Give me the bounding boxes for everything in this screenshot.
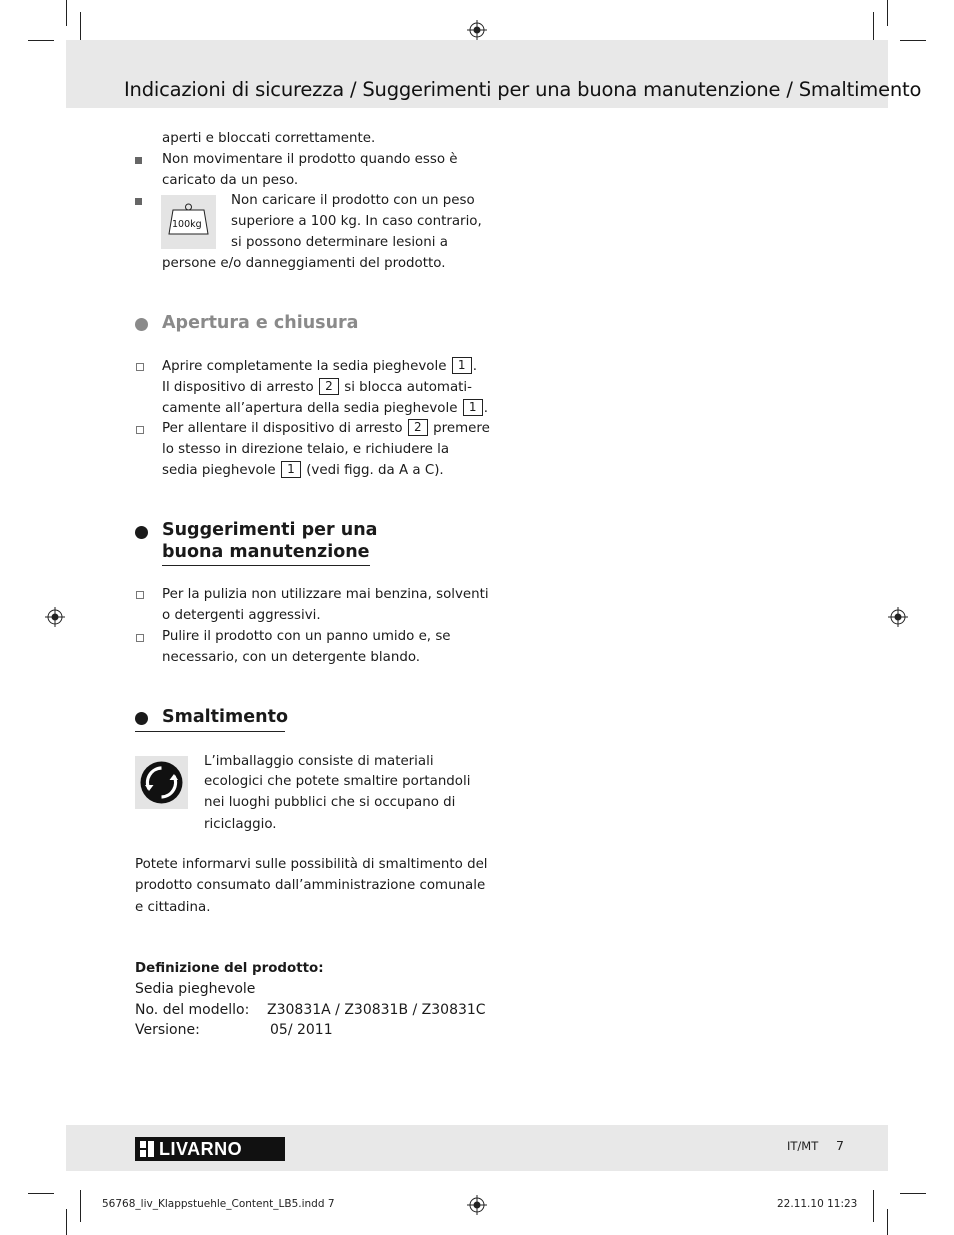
disposal-info-line-3: e cittadina. (135, 900, 211, 915)
crop-mark (28, 40, 54, 41)
opening-item-2-line-3: sedia pieghevole 1 (vedi figg. da A a C). (162, 462, 444, 478)
brand-mark-icon (140, 1141, 156, 1157)
registration-mark-icon (45, 607, 65, 627)
product-definition-heading: Definizione del prodotto: (135, 961, 324, 976)
version-value: 05/ 2011 (270, 1022, 333, 1038)
opening-item-1-line-2: Il dispositivo di arresto 2 si blocca automati- (162, 379, 472, 395)
section-heading-opening: Apertura e chiusura (162, 313, 359, 333)
green-dot-recycling-icon (135, 756, 188, 809)
safety-item-1-line-1: Non movimentare il prodotto quando esso è (162, 152, 458, 167)
safety-item-1-line-2: caricato da un peso. (162, 173, 299, 188)
version-label: Versione: (135, 1022, 200, 1038)
crop-mark (66, 0, 67, 26)
disposal-pack-line-1: L’imballaggio consiste di materiali (204, 754, 434, 769)
heading-underline (135, 731, 285, 732)
crop-mark (66, 1209, 67, 1235)
brand-logo (135, 1137, 285, 1161)
maintenance-item-1-line-2: o detergenti aggressivi. (162, 608, 321, 623)
safety-item-2-line-2: superiore a 100 kg. In caso contrario, (231, 214, 482, 229)
section-bullet-icon (135, 526, 148, 539)
page-number: 7 (836, 1138, 844, 1153)
list-bullet-icon (136, 591, 144, 599)
part-number-box: 2 (408, 419, 428, 436)
safety-item-2-line-3: si possono determinare lesioni a (231, 235, 448, 250)
page-title: Indicazioni di sicurezza / Suggerimenti per una buona manutenzione / Smaltimento (124, 78, 922, 101)
language-code: IT/MT (787, 1139, 819, 1153)
section-bullet-icon (135, 712, 148, 725)
disposal-info-line-1: Potete informarvi sulle possibilità di smaltimento del (135, 857, 488, 872)
safety-item-2-line-4: persone e/o danneggiamenti del prodotto. (162, 256, 446, 271)
list-bullet-icon (136, 426, 144, 434)
disposal-pack-line-4: riciclaggio. (204, 817, 277, 832)
disposal-pack-line-3: nei luoghi pubblici che si occupano di (204, 795, 456, 810)
model-value: Z30831A / Z30831B / Z30831C (267, 1002, 486, 1018)
maintenance-item-1-line-1: Per la pulizia non utilizzare mai benzina, solventi (162, 587, 489, 602)
slug-date-info: 22.11.10 11:23 (777, 1198, 858, 1210)
bullet-icon (135, 157, 142, 164)
safety-continued-line: aperti e bloccati correttamente. (162, 131, 376, 146)
section-heading-disposal: Smaltimento (162, 707, 288, 727)
section-heading-maintenance-line-1: Suggerimenti per una (162, 520, 378, 540)
brand-name: LIVARNO (159, 1139, 243, 1159)
crop-mark (28, 1193, 54, 1194)
registration-mark-icon (467, 20, 487, 40)
weight-limit-icon (161, 195, 216, 249)
part-number-box: 1 (463, 399, 483, 416)
crop-mark (900, 40, 926, 41)
maintenance-item-2-line-1: Pulire il prodotto con un panno umido e, se (162, 629, 451, 644)
crop-mark (900, 1193, 926, 1194)
crop-mark (887, 0, 888, 26)
list-bullet-icon (136, 363, 144, 371)
weight-label: 100kg (172, 219, 202, 230)
crop-mark (873, 1190, 874, 1222)
maintenance-item-2-line-2: necessario, con un detergente blando. (162, 650, 421, 665)
opening-item-2-line-1: Per allentare il dispositivo di arresto 2 premere (162, 420, 490, 436)
opening-item-1-line-3: camente all’apertura della sedia pieghevole 1 . (162, 400, 488, 416)
opening-item-2-line-2: lo stesso in direzione telaio, e richiudere la (162, 442, 450, 457)
registration-mark-icon (888, 607, 908, 627)
list-bullet-icon (136, 634, 144, 642)
safety-item-2-line-1: Non caricare il prodotto con un peso (231, 193, 475, 208)
opening-item-1-line-1: Aprire completamente la sedia pieghevole 1 . (162, 358, 477, 374)
heading-underline (162, 565, 370, 566)
part-number-box: 2 (319, 378, 339, 395)
slug-file-info: 56768_liv_Klappstuehle_Content_LB5.indd 7 (102, 1198, 335, 1210)
model-label: No. del modello: (135, 1002, 250, 1018)
registration-mark-icon (467, 1195, 487, 1215)
disposal-pack-line-2: ecologici che potete smaltire portandoli (204, 774, 471, 789)
section-bullet-icon (135, 318, 148, 331)
section-heading-maintenance-line-2: buona manutenzione (162, 542, 370, 562)
crop-mark (887, 1209, 888, 1235)
part-number-box: 1 (281, 461, 301, 478)
disposal-info-line-2: prodotto consumato dall’amministrazione comunale (135, 878, 486, 893)
bullet-icon (135, 198, 142, 205)
crop-mark (80, 1190, 81, 1222)
product-name: Sedia pieghevole (135, 981, 256, 997)
part-number-box: 1 (452, 357, 472, 374)
